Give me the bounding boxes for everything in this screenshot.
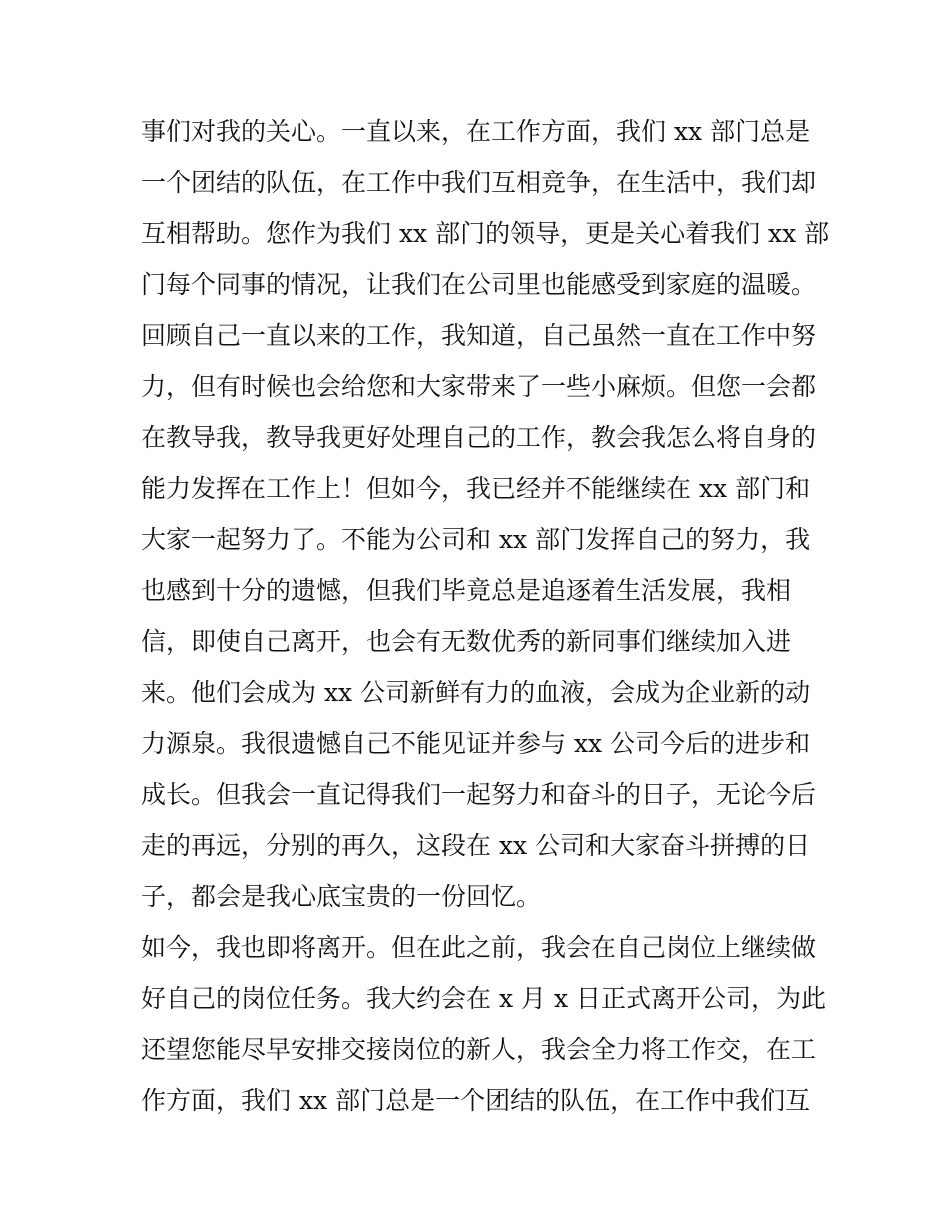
text-line: 在教导我，教导我更好处理自己的工作，教会我怎么将自身的 bbox=[141, 423, 817, 452]
text-line: 一个团结的队伍，在工作中我们互相竞争，在生活中，我们却 bbox=[141, 168, 817, 197]
text-line: 大家一起努力了。不能为公司和 xx 部门发挥自己的努力，我 bbox=[141, 525, 811, 554]
text-line: 信，即使自己离开，也会有无数优秀的新同事们继续加入进 bbox=[141, 627, 792, 656]
text-line: 力源泉。我很遗憾自己不能见证并参与 xx 公司今后的进步和 bbox=[141, 729, 811, 758]
text-line: 作方面，我们 xx 部门总是一个团结的队伍，在工作中我们互 bbox=[141, 1086, 811, 1115]
text-line: 还望您能尽早安排交接岗位的新人，我会全力将工作交，在工 bbox=[141, 1035, 817, 1064]
text-line: 如今，我也即将离开。但在此之前，我会在自己岗位上继续做 bbox=[141, 933, 817, 962]
body-text bbox=[141, 106, 830, 1126]
text-line: 好自己的岗位任务。我大约会在 x 月 x 日正式离开公司，为此 bbox=[141, 984, 826, 1013]
text-line: 来。他们会成为 xx 公司新鲜有力的血液，会成为企业新的动 bbox=[141, 678, 811, 707]
text-line: 子，都会是我心底宝贵的一份回忆。 bbox=[141, 882, 542, 911]
text-line: 互相帮助。您作为我们 xx 部门的领导，更是关心着我们 xx 部 bbox=[141, 219, 830, 248]
text-line: 能力发挥在工作上！但如今，我已经并不能继续在 xx 部门和 bbox=[141, 474, 811, 503]
text-line: 门每个同事的情况，让我们在公司里也能感受到家庭的温暖。 bbox=[141, 270, 817, 299]
text-line: 事们对我的关心。一直以来，在工作方面，我们 xx 部门总是 bbox=[141, 117, 811, 146]
text-line: 成长。但我会一直记得我们一起努力和奋斗的日子，无论今后 bbox=[141, 780, 817, 809]
text-line: 力，但有时候也会给您和大家带来了一些小麻烦。但您一会都 bbox=[141, 372, 817, 401]
text-line: 走的再远，分别的再久，这段在 xx 公司和大家奋斗拼搏的日 bbox=[141, 831, 811, 860]
text-line: 也感到十分的遗憾，但我们毕竟总是追逐着生活发展，我相 bbox=[141, 576, 792, 605]
text-line: 回顾自己一直以来的工作，我知道，自己虽然一直在工作中努 bbox=[141, 321, 817, 350]
